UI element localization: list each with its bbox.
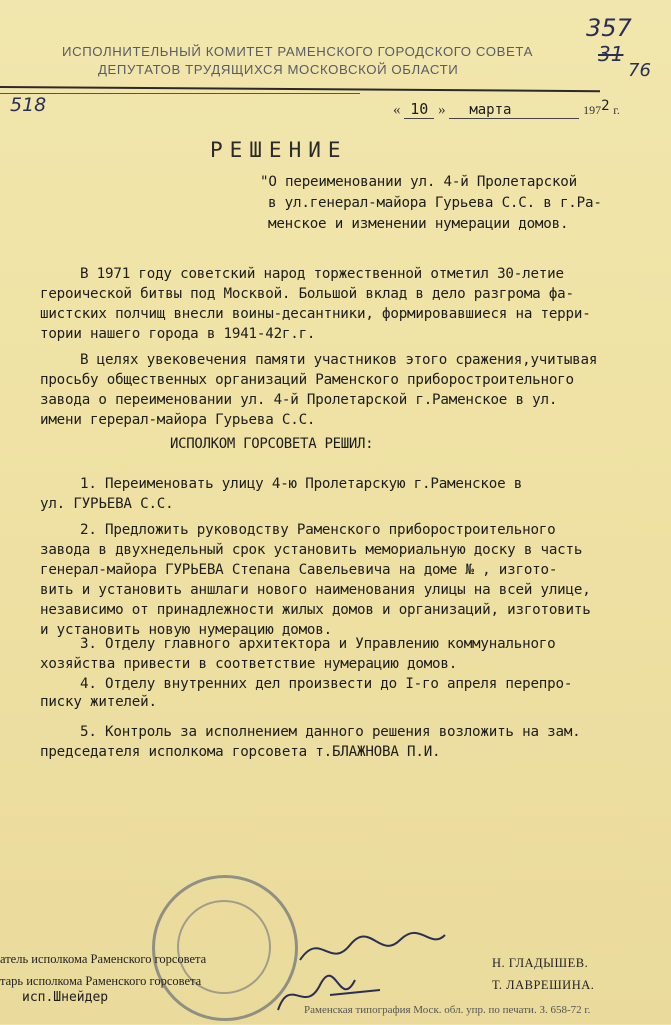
item-1-line-1: 1. Переименовать улицу 4-ю Пролетарскую г.Раменское в: [80, 476, 523, 492]
date-close-quote: »: [438, 102, 446, 118]
preamble-p2-line-2: просьбу общественных организаций Раменского приборостроительного: [40, 372, 574, 388]
item-4-line-2: писку жителей.: [40, 694, 157, 710]
date-line: [393, 100, 620, 119]
preamble-p2-line-3: завода о переименовании ул. 4-й Пролетарской г.Раменское в ул.: [40, 392, 558, 408]
preamble-p1-line-1: В 1971 году советский народ торжественной отметил 30-летие: [80, 266, 564, 282]
printer-footer: Раменская типография Моск. обл. упр. по печати. З. 658-72 г.: [304, 1004, 591, 1016]
date-day: 10: [404, 100, 434, 119]
subject-line-3: менское и изменении нумерации домов.: [268, 216, 569, 232]
item-2-line-4: вить и установить аншлаги нового наименования улицы на всей улице,: [40, 582, 591, 598]
item-2-line-3: генерал-майора ГУРЬЕВА Степана Савельевича на доме № , изгото-: [40, 562, 558, 578]
letterhead-rule: [0, 86, 600, 92]
preamble-p1-line-3: шистских полчищ внесли воины-десантники, формировавшиеся на терри-: [40, 306, 591, 322]
document-title: РЕШЕНИЕ: [210, 138, 348, 162]
letterhead-line-1: ИСПОЛНИТЕЛЬНЫЙ КОМИТЕТ РАМЕНСКОГО ГОРОДСКОГО СОВЕТА: [62, 44, 534, 59]
copy-by: исп.Шнейдер: [22, 990, 109, 1005]
preamble-p1-line-4: тории нашего города в 1941-42г.г.: [40, 326, 316, 342]
chair-title: атель исполкома Раменского горсовета: [0, 952, 207, 966]
item-5-line-2: председателя исполкома горсовета т.БЛАЖНОВА П.И.: [40, 744, 441, 760]
subject-line-2: в ул.генерал-майора Гурьева С.С. в г.Ра-: [268, 195, 602, 211]
date-year-prefix: 197: [583, 103, 602, 117]
preamble-p2-line-4: имени герерал-майора Гурьева С.С.: [40, 412, 316, 428]
preamble-p2-line-1: В целях увековечения памяти участников этого сражения,учитывая: [80, 352, 598, 368]
item-3-line-2: хозяйства привести в соответствие нумерацию домов.: [40, 656, 458, 672]
date-year-suffix: 2: [601, 98, 610, 114]
date-open-quote: «: [393, 102, 401, 118]
archive-number-top: 357: [586, 14, 632, 42]
preamble-p1-line-2: героической битвы под Москвой. Большой вклад в дело разгрома фа-: [40, 286, 574, 302]
archive-number-mid2: 76: [628, 60, 651, 81]
secretary-title: тарь исполкома Раменского горсовета: [0, 974, 202, 988]
letterhead-line-2: ДЕПУТАТОВ ТРУДЯЩИХСЯ МОСКОВСКОЙ ОБЛАСТИ: [98, 62, 459, 77]
item-2-line-5: независимо от принадлежности жилых домов и организаций, изготовить: [40, 602, 591, 618]
item-2-line-6: и установить новую нумерацию домов.: [40, 622, 332, 638]
date-month: марта: [449, 102, 579, 119]
item-5-line-1: 5. Контроль за исполнением данного решения возложить на зам.: [80, 724, 581, 740]
item-3-line-1: 3. Отделу главного архитектора и Управлению коммунального: [80, 636, 556, 652]
archive-number-left: 518: [10, 94, 47, 116]
secretary-name: Т. ЛАВРЕШИНА.: [492, 978, 595, 992]
letterhead-rule-2: [0, 93, 360, 94]
chair-name: Н. ГЛАДЫШЕВ.: [492, 956, 589, 970]
subject-line-1: "О переименовании ул. 4-й Пролетарской: [260, 174, 577, 190]
item-4-line-1: 4. Отделу внутренних дел произвести до I-го апреля перепро-: [80, 676, 573, 692]
resolved-heading: ИСПОЛКОМ ГОРСОВЕТА РЕШИЛ:: [170, 436, 374, 452]
item-2-line-2: завода в двухнедельный срок установить мемориальную доску в часть: [40, 542, 583, 558]
item-2-line-1: 2. Предложить руководству Раменского приборостроительного: [80, 522, 556, 538]
archive-number-mid: 31: [598, 42, 624, 66]
date-year-unit: г.: [613, 103, 620, 117]
item-1-line-2: ул. ГУРЬЕВА С.С.: [40, 496, 174, 512]
